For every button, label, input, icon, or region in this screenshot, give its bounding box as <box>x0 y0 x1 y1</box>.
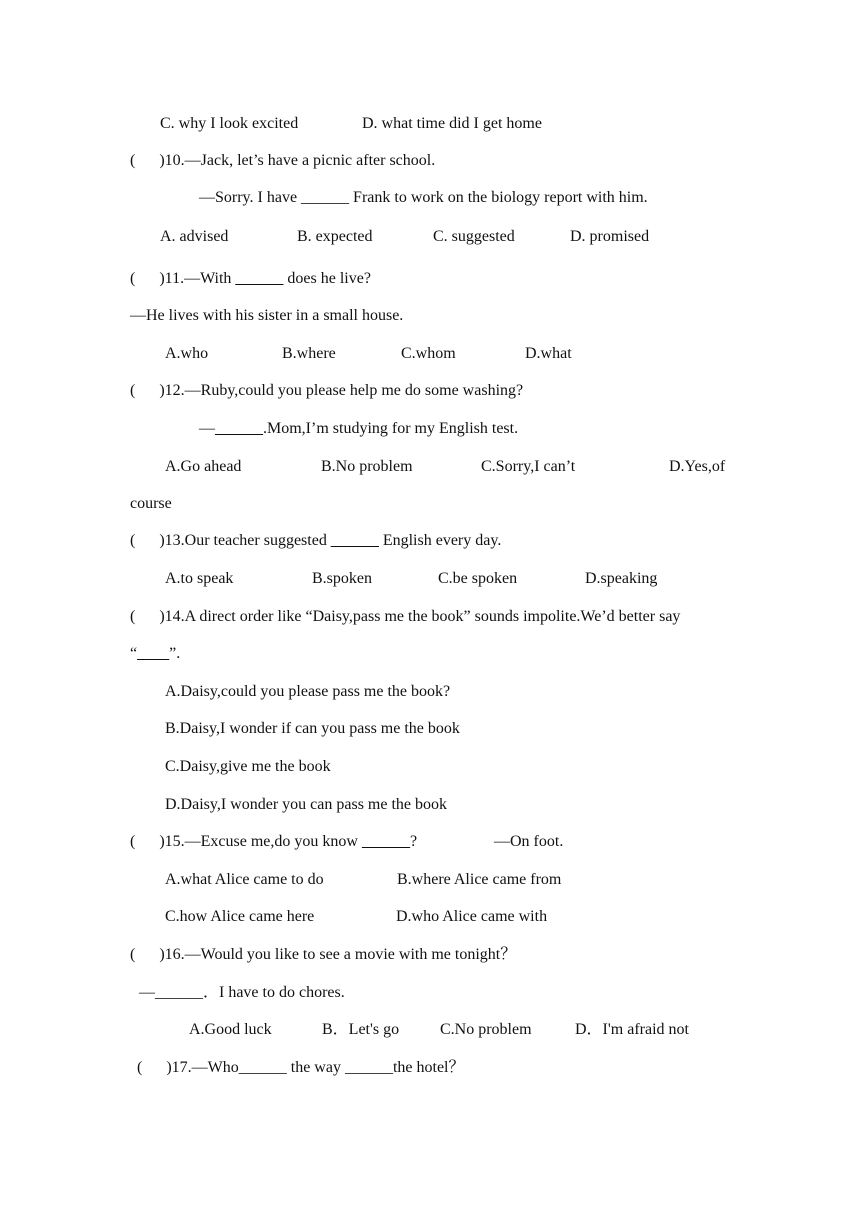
question-14-blank: “____”. <box>130 645 181 662</box>
option-d-continued: course <box>130 495 172 512</box>
option-a: A.Go ahead <box>165 458 242 475</box>
option-b: B．Let's go <box>322 1021 400 1038</box>
reply-12: —______.Mom,I’m studying for my English test. <box>199 420 519 437</box>
option-c: C.No problem <box>440 1021 532 1038</box>
answer-blank: ______ <box>235 270 284 287</box>
option-c: C.whom <box>401 345 456 362</box>
option-d: D.what <box>525 345 572 362</box>
option-a: A.to speak <box>165 570 234 587</box>
question-13: ( )13.Our teacher suggested ______ English every day. <box>130 532 502 549</box>
option-a: A. advised <box>160 228 229 245</box>
option-b: B. expected <box>297 228 373 245</box>
option-a: A.Daisy,could you please pass me the book? <box>165 683 451 700</box>
option-b: B.No problem <box>321 458 413 475</box>
option-a: A.what Alice came to do <box>165 871 324 888</box>
option-c: C.be spoken <box>438 570 518 587</box>
option-c: C.how Alice came here <box>165 908 315 925</box>
reply-11: —He lives with his sister in a small house. <box>130 307 404 324</box>
option-c: C.Daisy,give me the book <box>165 758 331 775</box>
option-d: D.Yes,of <box>669 458 726 475</box>
option-a: A.Good luck <box>189 1021 272 1038</box>
option-c: C.Sorry,I can’t <box>481 458 576 475</box>
question-15: ( )15.—Excuse me,do you know ______? <box>130 833 418 850</box>
question-17: ( )17.—Who______ the way ______the hotel？ <box>137 1059 465 1076</box>
option-b: B.spoken <box>312 570 372 587</box>
option-b: B.Daisy,I wonder if can you pass me the book <box>165 720 460 737</box>
option-d: D．I'm afraid not <box>575 1021 689 1038</box>
question-10: ( )10.—Jack, let’s have a picnic after school. <box>130 152 436 169</box>
option-d: D.speaking <box>585 570 658 587</box>
option-c: C. why I look excited <box>160 115 299 132</box>
question-11: ( )11.—With ______ does he live? <box>130 270 371 287</box>
option-a: A.who <box>165 345 209 362</box>
option-b: B.where Alice came from <box>397 871 562 888</box>
option-d: D.who Alice came with <box>396 908 548 925</box>
question-16: ( )16.—Would you like to see a movie with me tonight？ <box>130 946 517 963</box>
option-d: D. what time did I get home <box>362 115 542 132</box>
reply-15: —On foot. <box>494 833 564 850</box>
question-12: ( )12.—Ruby,could you please help me do some washing? <box>130 382 524 399</box>
option-d: D. promised <box>570 228 650 245</box>
reply-10: —Sorry. I have ______ Frank to work on the biology report with him. <box>199 189 648 206</box>
answer-blank: ______ <box>215 420 263 437</box>
option-d: D.Daisy,I wonder you can pass me the book <box>165 796 448 813</box>
reply-16: —______．I have to do chores. <box>139 984 345 1001</box>
option-b: B.where <box>282 345 336 362</box>
answer-blank: ____ <box>137 645 170 662</box>
option-c: C. suggested <box>433 228 515 245</box>
question-14: ( )14.A direct order like “Daisy,pass me the book” sounds impolite.We’d better say <box>130 608 681 625</box>
answer-blank: ______ <box>361 833 410 850</box>
answer-blank: ______ <box>330 532 379 549</box>
